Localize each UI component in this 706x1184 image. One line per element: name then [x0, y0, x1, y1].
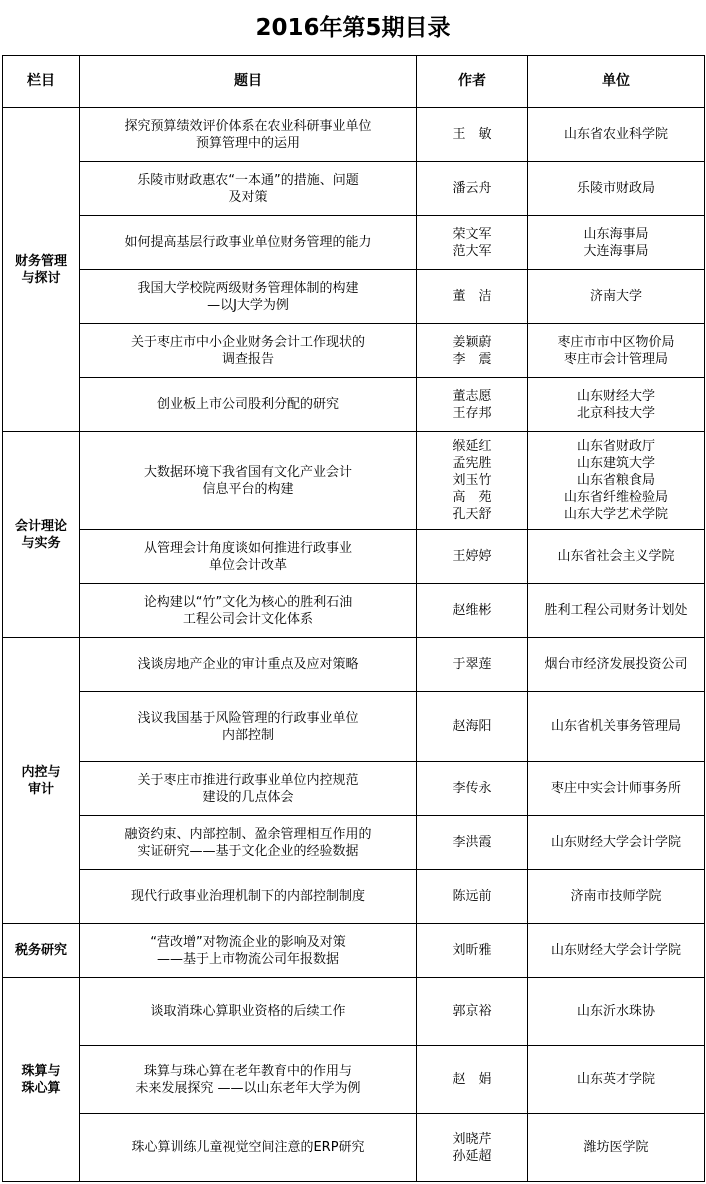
table-header-row [3, 56, 705, 108]
table-row [3, 162, 705, 216]
article-author: 赵海阳 [417, 692, 528, 762]
article-author: 赵 娟 [417, 1046, 528, 1114]
article-unit: 山东财经大学会计学院 [528, 816, 705, 870]
table-row [3, 584, 705, 638]
table-row [3, 692, 705, 762]
article-author: 董 洁 [417, 270, 528, 324]
article-author: 潘云舟 [417, 162, 528, 216]
article-author: 赵维彬 [417, 584, 528, 638]
table-row [3, 432, 705, 530]
table-row [3, 978, 705, 1046]
article-title: 融资约束、内部控制、盈余管理相互作用的 实证研究——基于文化企业的经验数据 [80, 816, 417, 870]
article-unit: 枣庄中实会计师事务所 [528, 762, 705, 816]
category-cell: 珠算与 珠心算 [3, 978, 80, 1182]
article-unit: 山东省财政厅 山东建筑大学 山东省粮食局 山东省纤维检验局 山东大学艺术学院 [528, 432, 705, 530]
article-title: 浅谈房地产企业的审计重点及应对策略 [80, 638, 417, 692]
table-row [3, 270, 705, 324]
article-title: 从管理会计角度谈如何推进行政事业 单位会计改革 [80, 530, 417, 584]
table-row [3, 762, 705, 816]
article-unit: 济南市技师学院 [528, 870, 705, 924]
article-author: 姜颖蔚 李 震 [417, 324, 528, 378]
article-unit: 烟台市经济发展投资公司 [528, 638, 705, 692]
page-title: 2016年第5期目录 [255, 15, 451, 41]
article-author: 陈远前 [417, 870, 528, 924]
table-row [3, 530, 705, 584]
article-author: 王婷婷 [417, 530, 528, 584]
article-unit: 山东省农业科学院 [528, 108, 705, 162]
article-unit: 山东英才学院 [528, 1046, 705, 1114]
article-unit: 潍坊医学院 [528, 1114, 705, 1182]
article-unit: 济南大学 [528, 270, 705, 324]
article-author: 于翠莲 [417, 638, 528, 692]
article-title: 探究预算绩效评价体系在农业科研事业单位 预算管理中的运用 [80, 108, 417, 162]
article-author: 荣文军 范大军 [417, 216, 528, 270]
article-title: 大数据环境下我省国有文化产业会计 信息平台的构建 [80, 432, 417, 530]
article-unit: 枣庄市市中区物价局 枣庄市会计管理局 [528, 324, 705, 378]
table-row [3, 108, 705, 162]
article-unit: 胜利工程公司财务计划处 [528, 584, 705, 638]
article-unit: 山东省机关事务管理局 [528, 692, 705, 762]
article-unit: 山东财经大学会计学院 [528, 924, 705, 978]
category-cell: 税务研究 [3, 924, 80, 978]
article-author: 董志愿 王存邦 [417, 378, 528, 432]
header-unit: 单位 [528, 56, 705, 108]
table-row [3, 378, 705, 432]
article-title: 珠算与珠心算在老年教育中的作用与 未来发展探究 ——以山东老年大学为例 [80, 1046, 417, 1114]
article-author: 刘晓芹 孙延超 [417, 1114, 528, 1182]
table-row [3, 924, 705, 978]
header-title: 题目 [80, 56, 417, 108]
article-title: 如何提高基层行政事业单位财务管理的能力 [80, 216, 417, 270]
article-title: 创业板上市公司股利分配的研究 [80, 378, 417, 432]
table-row [3, 638, 705, 692]
category-cell: 财务管理 与探讨 [3, 108, 80, 432]
article-author: 王 敏 [417, 108, 528, 162]
article-unit: 山东沂水珠协 [528, 978, 705, 1046]
article-title: 关于枣庄市推进行政事业单位内控规范 建设的几点体会 [80, 762, 417, 816]
table-row [3, 216, 705, 270]
category-cell: 内控与 审计 [3, 638, 80, 924]
table-row [3, 870, 705, 924]
article-unit: 山东省社会主义学院 [528, 530, 705, 584]
article-title: 浅议我国基于风险管理的行政事业单位 内部控制 [80, 692, 417, 762]
header-author: 作者 [417, 56, 528, 108]
article-title: 谈取消珠心算职业资格的后续工作 [80, 978, 417, 1046]
table-row [3, 816, 705, 870]
table-body [3, 108, 705, 1182]
article-author: 李传永 [417, 762, 528, 816]
article-title: “营改增”对物流企业的影响及对策 ——基于上市物流公司年报数据 [80, 924, 417, 978]
article-unit: 山东财经大学 北京科技大学 [528, 378, 705, 432]
category-cell: 会计理论 与实务 [3, 432, 80, 638]
contents-table [2, 55, 705, 1182]
article-author: 缑延红 孟宪胜 刘玉竹 高 苑 孔天舒 [417, 432, 528, 530]
header-category: 栏目 [3, 56, 80, 108]
table-row [3, 1114, 705, 1182]
article-author: 李洪霞 [417, 816, 528, 870]
article-author: 刘昕雅 [417, 924, 528, 978]
article-title: 关于枣庄市中小企业财务会计工作现状的 调查报告 [80, 324, 417, 378]
article-title: 我国大学校院两级财务管理体制的构建 —以J大学为例 [80, 270, 417, 324]
table-row [3, 324, 705, 378]
article-unit: 山东海事局 大连海事局 [528, 216, 705, 270]
article-title: 乐陵市财政惠农“一本通”的措施、问题 及对策 [80, 162, 417, 216]
table-row [3, 1046, 705, 1114]
article-author: 郭京裕 [417, 978, 528, 1046]
article-title: 珠心算训练儿童视觉空间注意的ERP研究 [80, 1114, 417, 1182]
article-title: 现代行政事业治理机制下的内部控制制度 [80, 870, 417, 924]
article-unit: 乐陵市财政局 [528, 162, 705, 216]
article-title: 论构建以“竹”文化为核心的胜利石油 工程公司会计文化体系 [80, 584, 417, 638]
